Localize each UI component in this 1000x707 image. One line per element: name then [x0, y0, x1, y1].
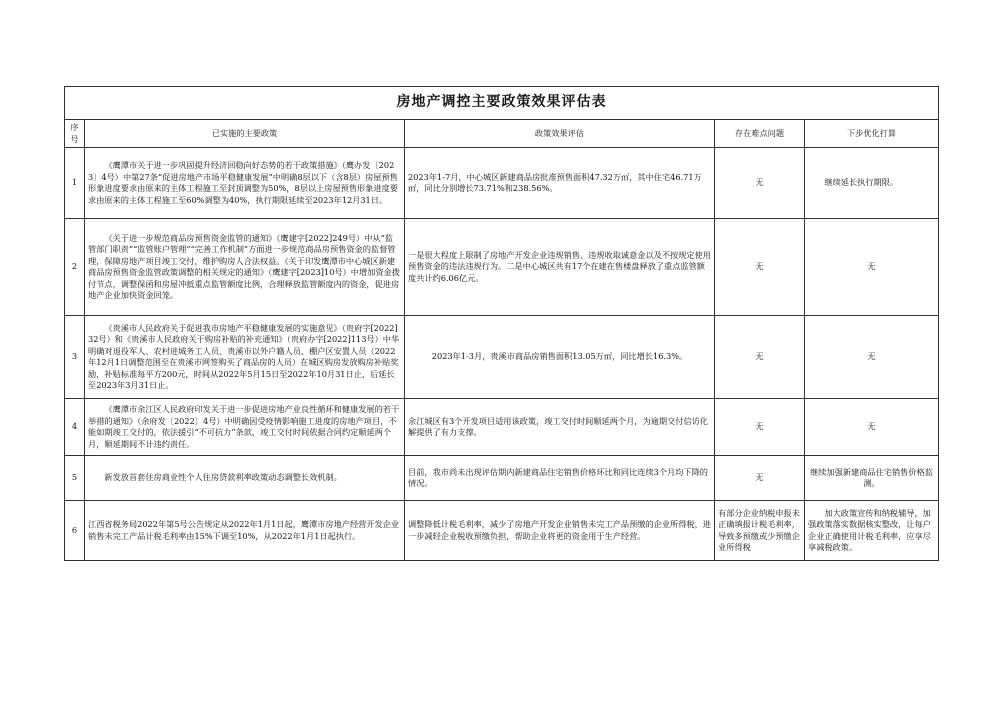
table-row	[65, 316, 939, 399]
row-next: 无	[805, 399, 939, 456]
row-effect: 2023年1-7月，中心城区新建商品房批准预售面积47.32万㎡，其中住宅46.71万㎡，同比分别增长73.71%和238.56%。	[405, 148, 715, 219]
row-problem: 无	[715, 399, 805, 456]
header-problem: 存在难点问题	[715, 120, 805, 148]
row-effect: 调整降低计税毛利率，减少了房地产开发企业销售未完工产品预缴的企业所得税，进一步减轻企业税收预缴负担，帮助企业将更的资金用于生产经营。	[405, 501, 715, 561]
header-no: 序号	[65, 120, 85, 148]
row-effect: 2023年1-3月，贵溪市商品房销售面积13.05万㎡，同比增长16.3%。	[405, 316, 715, 399]
row-policy: 《贵溪市人民政府关于促进我市房地产平稳健康发展的实施意见》（贵府字[2022]32号）和《贵溪市人民政府关于购房补贴的补充通知》（贵府办字[2022]113号）中华明确对退役军人、农村进城务工人员、贵溪市以外户籍人员、棚户区安置人员（2022年12月1日调整范围至在贵溪市网签购买了商品房的人员）在城区购房发放购房补贴奖励，补贴标准每平方200元，时间从2022年5月15日至2022年10月31日止，后延长至2023年3月31日止。	[85, 316, 405, 399]
row-problem: 无	[715, 456, 805, 501]
row-problem: 无	[715, 219, 805, 316]
row-policy: 《鹰潭市关于进一步巩固提升经济回稳向好态势的若干政策措施》（鹰办发〔2023〕4号）中第27条“促进房地产市场平稳健康发展”中明确8层以下（含8层）房屋预售形象进度要求由原来的主体工程施工至封顶调整为50%，8层以上房屋预售形象进度要求由原来的主体工程施工至60%调整为40%，执行期限延续至2023年12月31日。	[85, 148, 405, 219]
row-effect: 目前，我市尚未出现评估期内新建商品住宅销售价格环比和同比连续3个月均下降的情况。	[405, 456, 715, 501]
row-problem: 无	[715, 316, 805, 399]
table-row	[65, 148, 939, 219]
policy-sheet	[64, 86, 938, 561]
row-next: 无	[805, 219, 939, 316]
row-next: 继续加强新建商品住宅销售价格监测。	[805, 456, 939, 501]
row-no: 2	[65, 219, 85, 316]
header-effect: 政策效果评估	[405, 120, 715, 148]
row-policy: 《鹰潭市余江区人民政府印发关于进一步促进房地产业良性循环和健康发展的若干举措的通知》（余府发〔2022〕4号）中明确因受疫情影响施工进度的房地产项目，不能如期竣工交付的，依法援引“不可抗力”条款，竣工交付时间依据合同约定顺延两个月，顺延期间不计违约责任。	[85, 399, 405, 456]
row-no: 5	[65, 456, 85, 501]
header-policy: 已实施的主要政策	[85, 120, 405, 148]
row-no: 3	[65, 316, 85, 399]
table-row	[65, 501, 939, 561]
row-next: 无	[805, 316, 939, 399]
header-next: 下步优化打算	[805, 120, 939, 148]
row-policy: 江西省税务局2022年第5号公告规定从2022年1月1日起，鹰潭市房地产经营开发企业销售未完工产品计税毛利率由15%下调至10%，从2022年1月1日起执行。	[85, 501, 405, 561]
row-problem: 无	[715, 148, 805, 219]
row-no: 6	[65, 501, 85, 561]
row-policy: 新发放首套住房商业性个人住房贷款利率政策动态调整长效机制。	[85, 456, 405, 501]
table-row	[65, 219, 939, 316]
table-header-row	[65, 120, 939, 148]
row-no: 1	[65, 148, 85, 219]
row-policy: 《关于进一步规范商品房预售资金监管的通知》（鹰建字[2022]249号）中从“监管部门职责”“监管账户管理”“完善工作机制”方面进一步规范商品房预售资金的监督管理，保障房地产项目竣工交付，维护购房人合法权益。《关于印发鹰潭市中心城区新建商品房预售资金监管政策调整的相关规定的通知》（鹰建字[2023]10号）中增加资金拨付节点，调整保函和房屋冲抵重点监管额度比例，合理释放监管额度内的资金，促进房地产企业加快资金回笼。	[85, 219, 405, 316]
row-no: 4	[65, 399, 85, 456]
page-title: 房地产调控主要政策效果评估表	[65, 87, 939, 120]
policy-table	[64, 86, 939, 561]
table-row	[65, 399, 939, 456]
row-next: 加大政策宣传和纳税辅导，加强政策落实数据核实整改，让每户企业正确使用计税毛利率，应享尽享减税政策。	[805, 501, 939, 561]
row-effect: 一是很大程度上限制了房地产开发企业违规销售、违规收取诚意金以及不按规定使用预售资金的违法违规行为。二是中心城区共有17个在建在售楼盘释放了重点监管额度共计约6.06亿元。	[405, 219, 715, 316]
table-row	[65, 456, 939, 501]
row-next: 继续延长执行期限。	[805, 148, 939, 219]
row-problem: 有部分企业纳税申报未正确填报计税毛利率，导致多预缴或少预缴企业所得税	[715, 501, 805, 561]
row-effect: 余江城区有3个开发项目适用该政策，竣工交付时间顺延两个月，为逾期交付信访化解提供了有力支撑。	[405, 399, 715, 456]
